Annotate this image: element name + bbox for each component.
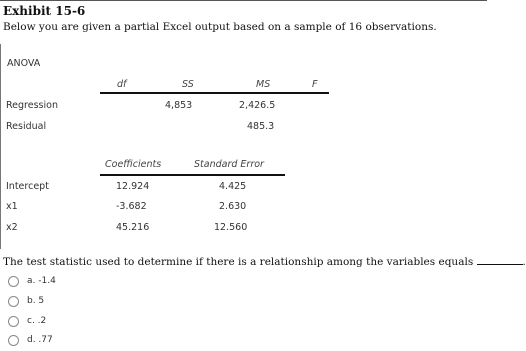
anova-row-name: Residual [6, 121, 47, 132]
coef-header-standard-error: Standard Error [194, 159, 264, 170]
question-body: The test statistic used to determine if there is a relationship among the variables equals [3, 256, 474, 268]
coef-row-name: Intercept [6, 181, 49, 192]
coef-header-rule [100, 174, 285, 176]
excel-output [0, 44, 487, 249]
anova-header-f: F [312, 79, 318, 90]
coef-row-value: 12.924 [116, 181, 150, 192]
anova-row-name: Regression [6, 100, 58, 111]
anova-header-rule [100, 92, 329, 94]
answer-blank [477, 255, 523, 265]
coef-row-se: 4.425 [219, 181, 247, 192]
answer-option-a[interactable] [8, 275, 56, 287]
exhibit-header [0, 0, 487, 39]
coef-row-se: 2.630 [219, 201, 247, 212]
anova-row-ss: 4,853 [165, 100, 193, 111]
anova-header-ms: MS [256, 79, 271, 90]
radio-button[interactable] [8, 335, 19, 346]
answer-option-d[interactable] [8, 334, 53, 346]
coef-row-name: x1 [6, 201, 18, 212]
answer-option-b[interactable] [8, 295, 44, 307]
option-label: b. 5 [27, 296, 45, 306]
answer-option-c[interactable] [8, 315, 46, 327]
coef-header-coefficients: Coefficients [105, 159, 162, 170]
anova-row-ms: 485.3 [247, 121, 275, 132]
option-label: d. .77 [27, 335, 53, 345]
coef-row-value: 45.216 [116, 222, 150, 233]
question-end: . [522, 256, 526, 268]
radio-button[interactable] [8, 316, 19, 327]
anova-header-ss: SS [182, 79, 194, 90]
anova-header-df: df [117, 79, 127, 90]
exhibit-title: Exhibit 15-6 [3, 4, 86, 18]
option-label: a. -1.4 [27, 276, 56, 286]
anova-row-ms: 2,426.5 [239, 100, 276, 111]
question-text [3, 255, 526, 268]
exhibit-description: Below you are given a partial Excel output based on a sample of 16 observations. [3, 21, 437, 33]
option-label: c. .2 [27, 316, 47, 326]
coef-row-value: -3.682 [116, 201, 147, 212]
coef-row-name: x2 [6, 222, 18, 233]
coef-row-se: 12.560 [214, 222, 248, 233]
radio-button[interactable] [8, 296, 19, 307]
anova-label: ANOVA [7, 58, 41, 69]
radio-button[interactable] [8, 276, 19, 287]
